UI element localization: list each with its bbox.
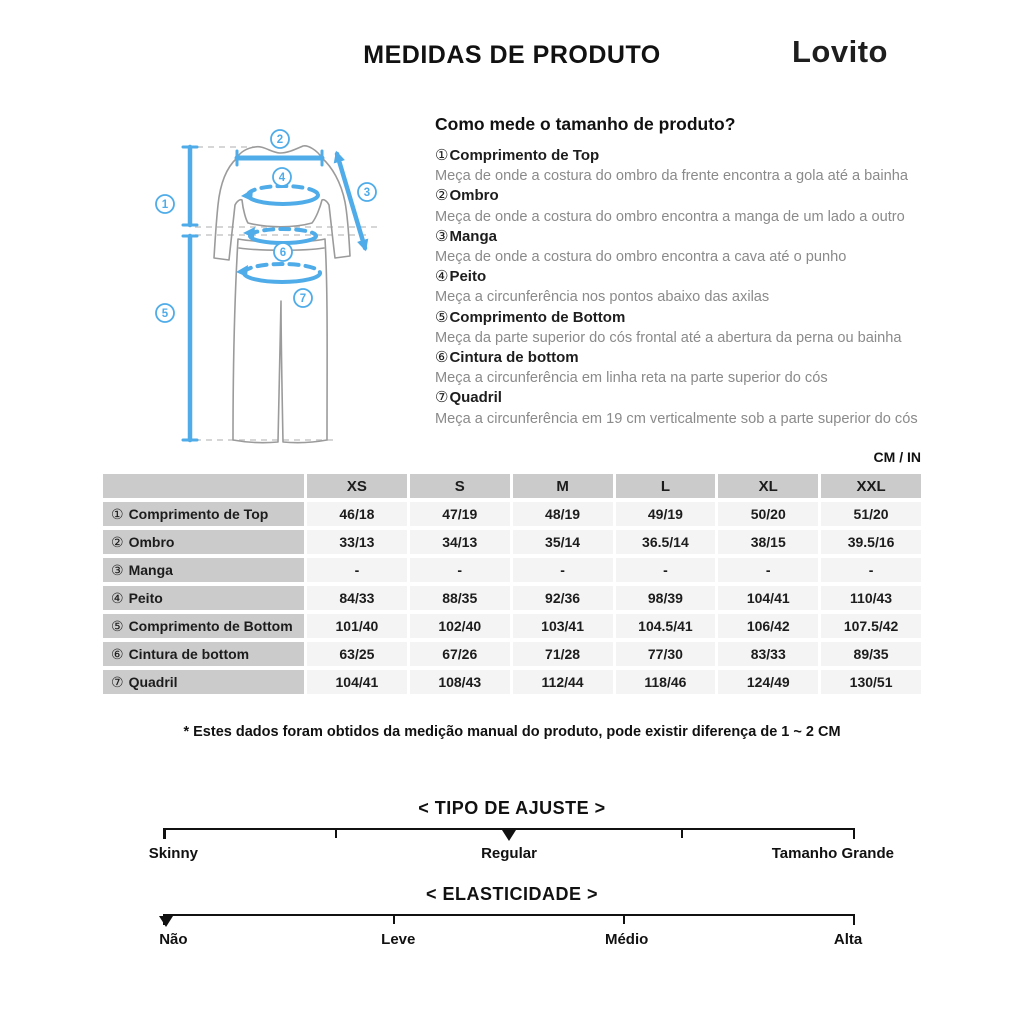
size-value-cell: 104/41 [307, 670, 407, 694]
brand-logo: Lovito [792, 34, 888, 69]
svg-text:2: 2 [276, 134, 284, 146]
size-value-cell: 35/14 [513, 530, 613, 554]
size-value-cell: 36.5/14 [616, 530, 716, 554]
size-value-cell: - [616, 558, 716, 582]
circled-number: ④ [435, 268, 449, 286]
circled-number: ⑤ [111, 617, 124, 634]
size-value-cell: 92/36 [513, 586, 613, 610]
garment-measurement-diagram [130, 110, 440, 470]
svg-text:5: 5 [161, 308, 169, 320]
marker-1 [156, 195, 174, 213]
elasticity-slider-track [163, 914, 855, 928]
guide-item-label: Ombro [449, 187, 499, 205]
guide-item-desc: Meça de onde a costura do ombro encontra a manga de um lado a outro [435, 208, 905, 225]
size-value-cell: 71/28 [513, 642, 613, 666]
marker-5 [156, 304, 174, 322]
measurement-disclaimer: * Estes dados foram obtidos da medição manual do produto, pode existir diferença de 1 ~ 2 CM [183, 724, 841, 740]
circled-number: ⑦ [111, 673, 124, 690]
guide-item-desc: Meça de onde a costura do ombro da frente encontra a gola até a bainha [435, 168, 908, 185]
svg-text:6: 6 [279, 247, 287, 259]
elasticity-label-nao: Não [159, 931, 188, 948]
marker-4 [273, 168, 291, 186]
size-value-cell: 104/41 [718, 586, 818, 610]
size-value-cell: 102/40 [410, 614, 510, 638]
size-value-cell: 118/46 [616, 670, 716, 694]
guide-item-label: Cintura de bottom [449, 349, 579, 367]
circled-number: ① [111, 505, 124, 522]
fit-label-regular: Regular [481, 845, 537, 862]
size-header-cell: XL [718, 474, 818, 498]
circled-number: ① [435, 147, 449, 164]
guide-item-desc: Meça da parte superior do cós frontal até a abertura da perna ou bainha [435, 329, 902, 346]
row-label: ④ Peito [103, 586, 304, 610]
guide-item-label: Comprimento de Bottom [449, 308, 626, 326]
svg-text:1: 1 [161, 199, 169, 211]
elasticity-label-medio: Médio [604, 931, 649, 948]
size-value-cell: 50/20 [718, 502, 818, 526]
fit-slider-marker [502, 830, 516, 841]
circled-number: ⑥ [111, 645, 124, 662]
size-value-cell: 67/26 [410, 642, 510, 666]
row-label: ③ Manga [103, 558, 304, 582]
circled-number: ⑤ [435, 308, 449, 326]
size-value-cell: - [513, 558, 613, 582]
guide-item-label: Quadril [449, 389, 502, 407]
ruler-sleeve [337, 154, 365, 248]
size-value-cell: 84/33 [307, 586, 407, 610]
measure-annotations [183, 147, 365, 440]
size-value-cell: 130/51 [821, 670, 921, 694]
size-value-cell: 103/41 [513, 614, 613, 638]
svg-text:4: 4 [278, 172, 286, 184]
size-value-cell: 49/19 [616, 502, 716, 526]
size-value-cell: 39.5/16 [821, 530, 921, 554]
guide-lines [195, 147, 378, 440]
size-value-cell: 38/15 [718, 530, 818, 554]
ruler-bottom-length [183, 236, 197, 440]
elasticity-slider-labels [159, 931, 863, 951]
fit-slider-title: < TIPO DE AJUSTE > [418, 798, 606, 818]
size-value-cell: 33/13 [307, 530, 407, 554]
marker-3 [358, 183, 376, 201]
marker-6 [274, 243, 292, 261]
row-label: ② Ombro [103, 530, 304, 554]
guide-item-desc: Meça a circunferência em linha reta na parte superior do cós [435, 370, 828, 387]
circled-number: ⑦ [435, 389, 449, 407]
guide-item-desc: Meça a circunferência nos pontos abaixo das axilas [435, 289, 770, 306]
row-label: ⑤ Comprimento de Bottom [103, 614, 304, 638]
guide-item [435, 388, 935, 428]
size-value-cell: 63/25 [307, 642, 407, 666]
ellipse-hip [244, 264, 320, 282]
page-title: MEDIDAS DE PRODUTO [363, 41, 661, 69]
circled-number: ④ [111, 589, 124, 606]
fit-slider-track [163, 828, 855, 842]
circled-number: ③ [435, 227, 449, 245]
fit-slider-labels [148, 845, 894, 865]
ellipse-chest [248, 186, 318, 204]
svg-text:3: 3 [363, 187, 371, 199]
size-value-cell: 108/43 [410, 670, 510, 694]
circled-number: ② [111, 533, 124, 550]
size-value-cell: 83/33 [718, 642, 818, 666]
table-corner-cell [103, 474, 304, 498]
size-value-cell: 98/39 [616, 586, 716, 610]
size-value-cell: 104.5/41 [616, 614, 716, 638]
garment-outline [214, 146, 350, 443]
size-value-cell: 107.5/42 [821, 614, 921, 638]
guide-item-desc: Meça a circunferência em 19 cm verticalmente sob a parte superior do cós [435, 410, 918, 427]
guide-item [435, 308, 935, 348]
guide-item [435, 186, 935, 226]
size-value-cell: - [718, 558, 818, 582]
size-value-cell: - [821, 558, 921, 582]
size-header-cell: XS [307, 474, 407, 498]
guide-item [435, 348, 935, 388]
guide-item [435, 146, 935, 186]
svg-text:7: 7 [299, 293, 307, 305]
size-table [103, 474, 921, 694]
size-value-cell: 112/44 [513, 670, 613, 694]
size-value-cell: 48/19 [513, 502, 613, 526]
marker-2 [271, 130, 289, 148]
size-value-cell: 89/35 [821, 642, 921, 666]
elasticity-slider-tick [393, 916, 395, 924]
marker-7 [294, 289, 312, 307]
guide-item-label: Comprimento de Top [449, 147, 600, 164]
elasticity-slider-title: < ELASTICIDADE > [425, 884, 599, 904]
measure-guide [435, 114, 935, 429]
size-value-cell: 88/35 [410, 586, 510, 610]
row-label: ① Comprimento de Top [103, 502, 304, 526]
size-value-cell: 47/19 [410, 502, 510, 526]
ellipse-waist [250, 229, 316, 243]
size-value-cell: 46/18 [307, 502, 407, 526]
circled-number: ⑥ [435, 349, 449, 367]
size-value-cell: 101/40 [307, 614, 407, 638]
row-label: ⑦ Quadril [103, 670, 304, 694]
guide-item [435, 267, 935, 307]
elasticity-label-alta: Alta [833, 931, 863, 948]
size-value-cell: - [410, 558, 510, 582]
elasticity-label-leve: Leve [381, 931, 416, 948]
fit-slider-tick [681, 830, 683, 838]
size-value-cell: - [307, 558, 407, 582]
fit-label-grande: Tamanho Grande [771, 845, 894, 862]
guide-heading: Como mede o tamanho de produto? [435, 114, 736, 134]
guide-item [435, 227, 935, 267]
size-header-cell: S [410, 474, 510, 498]
guide-item-label: Peito [449, 268, 487, 286]
size-value-cell: 110/43 [821, 586, 921, 610]
size-value-cell: 124/49 [718, 670, 818, 694]
size-header-cell: L [616, 474, 716, 498]
fit-label-skinny: Skinny [148, 845, 198, 862]
size-value-cell: 77/30 [616, 642, 716, 666]
row-label: ⑥ Cintura de bottom [103, 642, 304, 666]
elasticity-slider-marker [159, 916, 173, 927]
guide-item-label: Manga [449, 227, 497, 245]
units-label: CM / IN [873, 449, 921, 465]
ellipse-arrow-tips [236, 189, 255, 277]
size-value-cell: 51/20 [821, 502, 921, 526]
circled-number: ③ [111, 561, 124, 578]
size-header-cell: XXL [821, 474, 921, 498]
guide-item-desc: Meça de onde a costura do ombro encontra a cava até o punho [435, 249, 847, 266]
elasticity-slider-tick [623, 916, 625, 924]
fit-slider-tick [335, 830, 337, 838]
size-header-cell: M [513, 474, 613, 498]
size-value-cell: 34/13 [410, 530, 510, 554]
ruler-top-length [183, 147, 197, 225]
circled-number: ② [435, 187, 449, 205]
size-value-cell: 106/42 [718, 614, 818, 638]
